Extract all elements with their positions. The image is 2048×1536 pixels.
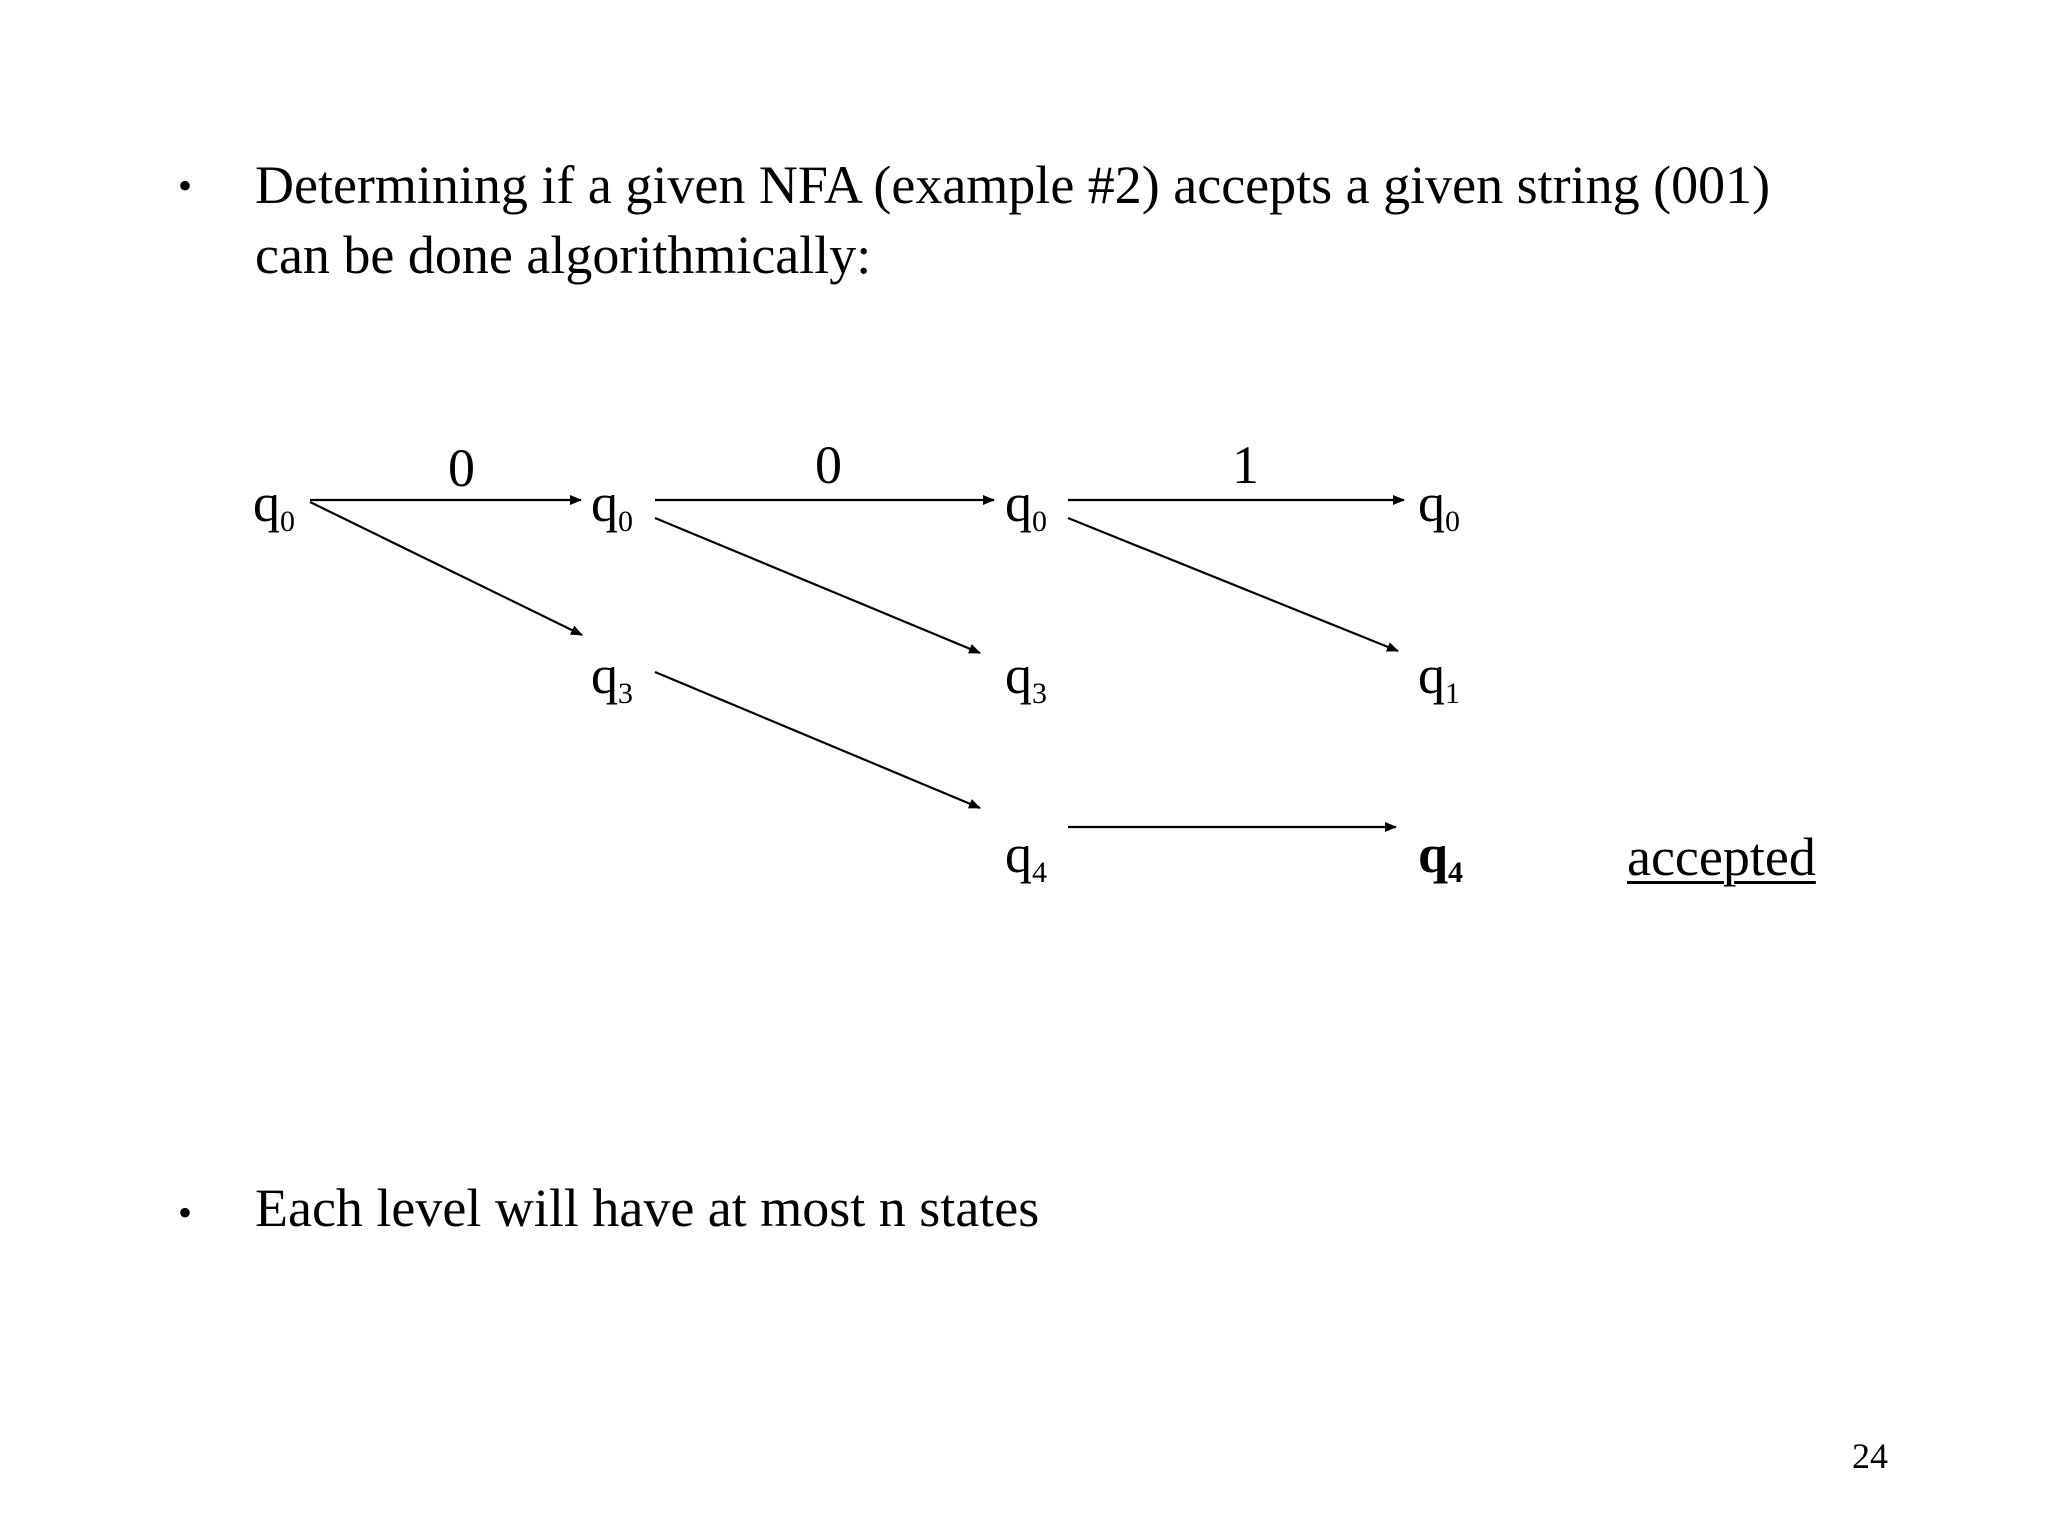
state-level3-q1: $q_1$ — [1418, 645, 1460, 710]
accepted-label: accepted — [1627, 827, 1816, 887]
arrow-c1q0-c2q3 — [655, 518, 980, 653]
state-level2-q3: $q_3$ — [1005, 645, 1047, 710]
state-level1-q0: $q_0$ — [591, 473, 633, 538]
input-symbol-1: 0 — [448, 438, 475, 498]
arrow-c1q3-c2q4 — [655, 672, 980, 808]
bullet-text-2: Each level will have at most n states — [255, 1178, 1040, 1238]
arrow-c0q0-c1q3 — [310, 502, 582, 635]
bullet-marker-1: • — [178, 163, 193, 208]
page-number: 24 — [1852, 1436, 1888, 1476]
state-level2-q0: $q_0$ — [1005, 473, 1047, 538]
bullet-text-1-line-2: can be done algorithmically: — [255, 225, 872, 285]
state-level1-q3: $q_3$ — [591, 645, 633, 710]
arrow-c2q0-c3q1 — [1068, 518, 1398, 651]
state-level3-q4-final: $q_4$ — [1418, 824, 1464, 889]
input-symbol-2: 0 — [815, 435, 842, 495]
bullet-marker-2: • — [178, 1190, 193, 1235]
state-level0-q0: $q_0$ — [253, 473, 295, 538]
state-level3-q0: $q_0$ — [1418, 473, 1460, 538]
bullet-text-1-line-1: Determining if a given NFA (example #2) accepts a given string (001) — [255, 155, 1771, 215]
input-symbol-3: 1 — [1232, 435, 1259, 495]
state-level2-q4: $q_4$ — [1005, 824, 1047, 889]
